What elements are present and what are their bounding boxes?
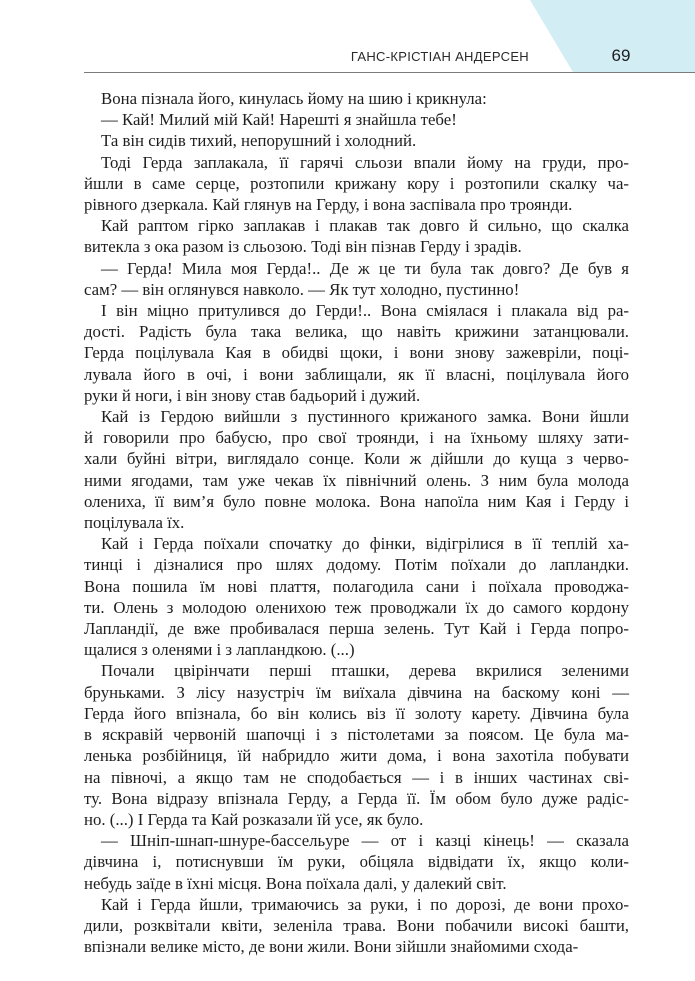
text-line: ними ягодами, там уже чекав їх північний олень. З ним була молода <box>84 470 629 490</box>
text-line: Герда його впізнала, бо він колись віз її золоту карету. Дівчина була <box>84 703 629 723</box>
text-line: на півночі, а якщо там не сподобається — і в інших частинах сві- <box>84 767 629 787</box>
text-line: рівного дзеркала. Кай глянув на Герду, і вона заспівала про троянди. <box>84 195 573 215</box>
text-line: — Шніп-шнап-шнуре-бассельуре — от і казці кінець! — сказала <box>101 831 629 851</box>
text-line: Кай і Герда поїхали спочатку до фінки, відігрілися в її теплій ха- <box>101 534 629 554</box>
text-line: лувала його в очі, і вони заблищали, як її власні, поцілувала його <box>84 364 629 384</box>
text-line: — Герда! Мила моя Герда!.. Де ж це ти була так довго? Де був я <box>101 258 629 278</box>
text-line: І він міцно притулився до Герди!.. Вона сміялася і плакала від ра- <box>101 301 629 321</box>
story-text <box>84 88 629 957</box>
text-line: Кай раптом гірко заплакав і плакав так довго й сильно, що скалка <box>101 216 629 236</box>
text-line: ти. Олень з молодою оленихою теж проводжали їх до самого кордону <box>84 597 629 617</box>
page-number: 69 <box>611 46 631 65</box>
text-line: Тоді Герда заплакала, її гарячі сльози впали йому на груди, про- <box>101 152 629 172</box>
text-line: Кай і Герда йшли, тримаючись за руки, і по дорозі, де вони прохо- <box>101 894 629 914</box>
text-line: поцілувала їх. <box>84 513 185 533</box>
text-line: тинці і дізналися про шлях додому. Потім поїхали до лапландки. <box>84 555 629 575</box>
text-line: Вона пізнала його, кинулась йому на шию і крикнула: <box>101 89 487 108</box>
text-line: впізнали велике місто, де вони жили. Вони зійшли знайомими схода- <box>84 937 579 957</box>
running-header-author: ГАНС-КРІСТІАН АНДЕРСЕН <box>350 49 529 64</box>
text-line: олениха, її вим’я було повне молока. Вона напоїла ним Кая і Герду і <box>84 491 629 511</box>
text-line: но. (...) І Герда та Кай розказали їй усе, як було. <box>84 809 424 829</box>
text-line: Та він сидів тихий, непорушний і холодний. <box>101 131 417 151</box>
text-line: небудь заїде в їхні місця. Вона поїхала далі, у далекий світ. <box>84 873 507 893</box>
text-line: — Кай! Милий мій Кай! Нарешті я знайшла тебе! <box>101 110 457 130</box>
text-line: Лапландії, де вже пробивалася перша зелень. Тут Кай і Герда попро- <box>84 619 629 639</box>
text-line: руки й ноги, і він знову став бадьорий і дужий. <box>84 385 421 405</box>
header-rule <box>84 72 695 73</box>
text-line: й говорили про бабусю, про свої троянди, і на їхньому шляху зати- <box>84 428 629 448</box>
text-line: бруньками. З лісу назустріч їм виїхала дівчина на баскому коні — <box>84 682 629 702</box>
text-line: ту. Вона відразу впізнала Герду, а Герда її. Їм обом було дуже радіс- <box>84 788 629 808</box>
text-line: дості. Радість була така велика, що навіть крижини затанцювали. <box>84 322 629 342</box>
text-line: йшли в саме серце, розтопили крижану кору і розтопили скалку ча- <box>84 173 629 193</box>
text-line: Герда поцілувала Кая в обидві щоки, і вони знову зажевріли, поці- <box>84 343 629 363</box>
text-line: в яскравій червоній шапочці і з пістолетами за поясом. Це була ма- <box>84 725 629 745</box>
text-line: Почали цвірінчати перші пташки, дерева вкрилися зеленими <box>101 661 629 681</box>
text-line: сам? — він оглянувся навколо. — Як тут холодно, пустинно! <box>84 279 520 299</box>
text-line: хали буйні вітри, виглядало сонце. Коли ж дійшли до куща з черво- <box>84 449 629 469</box>
text-line: дили, розквітали квіти, зеленіла трава. Вони побачили високі башти, <box>84 915 629 935</box>
text-line: ленька розбійниця, їй набридло жити дома, і вона захотіла побувати <box>84 746 629 766</box>
text-line: Кай із Гердою вийшли з пустинного крижаного замка. Вони йшли <box>101 407 629 427</box>
text-line: Вона пошила їм нові плаття, полагодила сани і поїхала проводжа- <box>84 576 629 596</box>
text-line: щалися з оленями і з лапландкою. (...) <box>84 640 355 660</box>
text-line: витекла з ока разом із сльозою. Тоді він пізнав Герду і зрадів. <box>84 237 522 257</box>
text-line: дівчина і, потиснувши їм руки, обіцяла відвідати їх, якщо коли- <box>84 852 629 872</box>
